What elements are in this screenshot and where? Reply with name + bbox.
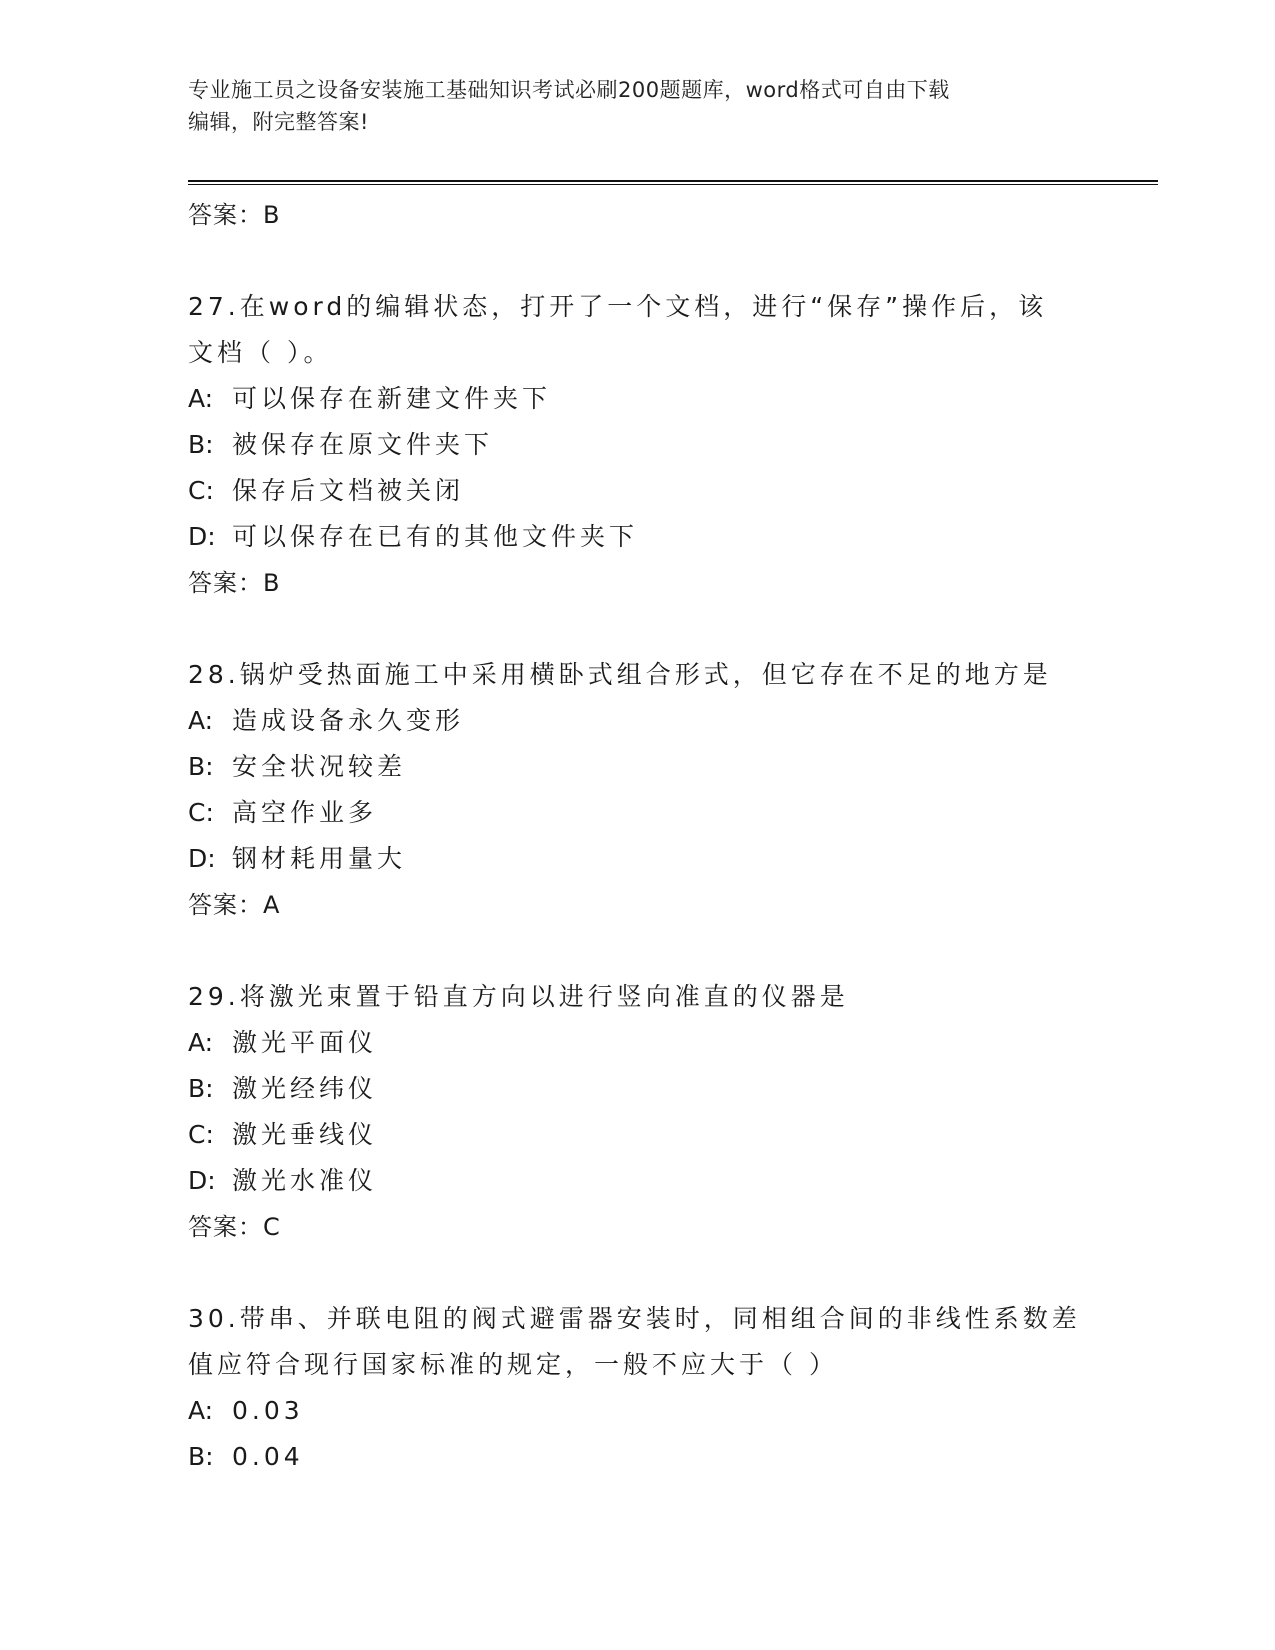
answer-line: 答案：A <box>188 891 281 919</box>
question-29 <box>188 974 1088 1250</box>
option-text: 可以保存在已有的其他文件夹下 <box>232 522 639 551</box>
option-letter: B: <box>188 752 214 781</box>
option-letter: A: <box>188 1028 214 1057</box>
question-27 <box>188 284 1088 606</box>
option-c <box>188 1112 1088 1158</box>
answer-line: 答案：B <box>188 201 281 229</box>
option-text: 激光水准仪 <box>232 1166 378 1195</box>
option-text: 被保存在原文件夹下 <box>232 430 494 459</box>
question-stem <box>188 1296 1088 1388</box>
option-letter: D: <box>188 522 216 551</box>
option-letter: A: <box>188 1396 214 1425</box>
option-b <box>188 744 1088 790</box>
question-stem <box>188 284 1088 376</box>
answer-line: 答案：B <box>188 569 281 597</box>
document-header <box>188 74 1068 138</box>
option-a <box>188 1020 1088 1066</box>
option-letter: A: <box>188 384 214 413</box>
option-a <box>188 698 1088 744</box>
question-stem-line2: 值应符合现行国家标准的规定，一般不应大于（ ） <box>188 1350 838 1379</box>
option-letter: D: <box>188 844 216 873</box>
question-stem <box>188 974 1088 1020</box>
option-a <box>188 1388 1088 1434</box>
option-text: 激光平面仪 <box>232 1028 378 1057</box>
question-30 <box>188 1296 1088 1480</box>
option-text: 0.03 <box>232 1396 304 1425</box>
document-body <box>188 192 1088 1480</box>
option-b <box>188 1066 1088 1112</box>
question-stem-line1: 29.将激光束置于铅直方向以进行竖向准直的仪器是 <box>188 982 849 1011</box>
option-b <box>188 422 1088 468</box>
question-stem-line1: 27.在word的编辑状态，打开了一个文档，进行“保存”操作后，该 <box>188 292 1048 321</box>
question-stem-line2: 文档（ ）。 <box>188 338 333 367</box>
option-text: 激光经纬仪 <box>232 1074 378 1103</box>
option-d <box>188 514 1088 560</box>
option-a <box>188 376 1088 422</box>
answer-line: 答案：C <box>188 1213 281 1241</box>
option-letter: D: <box>188 1166 216 1195</box>
option-letter: C: <box>188 798 214 827</box>
option-letter: C: <box>188 476 214 505</box>
option-letter: A: <box>188 706 214 735</box>
header-title-line2: 编辑，附完整答案! <box>188 110 369 134</box>
question-28 <box>188 652 1088 928</box>
option-text: 激光垂线仪 <box>232 1120 378 1149</box>
option-text: 保存后文档被关闭 <box>232 476 465 505</box>
header-divider <box>188 180 1158 182</box>
header-title-line1: 专业施工员之设备安装施工基础知识考试必刷200题题库，word格式可自由下载 <box>188 78 950 102</box>
option-b <box>188 1434 1088 1480</box>
option-text: 可以保存在新建文件夹下 <box>232 384 552 413</box>
option-text: 高空作业多 <box>232 798 378 827</box>
option-text: 0.04 <box>232 1442 304 1471</box>
option-c <box>188 790 1088 836</box>
option-text: 造成设备永久变形 <box>232 706 465 735</box>
option-text: 钢材耗用量大 <box>232 844 407 873</box>
option-letter: B: <box>188 430 214 459</box>
option-letter: B: <box>188 1074 214 1103</box>
header-divider-thin <box>188 184 1158 185</box>
option-d <box>188 836 1088 882</box>
option-c <box>188 468 1088 514</box>
option-d <box>188 1158 1088 1204</box>
question-stem-line1: 30.带串、并联电阻的阀式避雷器安装时，同相组合间的非线性系数差 <box>188 1304 1081 1333</box>
option-letter: C: <box>188 1120 214 1149</box>
question-stem <box>188 652 1088 698</box>
option-text: 安全状况较差 <box>232 752 407 781</box>
question-stem-line1: 28.锅炉受热面施工中采用横卧式组合形式，但它存在不足的地方是 <box>188 660 1052 689</box>
option-letter: B: <box>188 1442 214 1471</box>
